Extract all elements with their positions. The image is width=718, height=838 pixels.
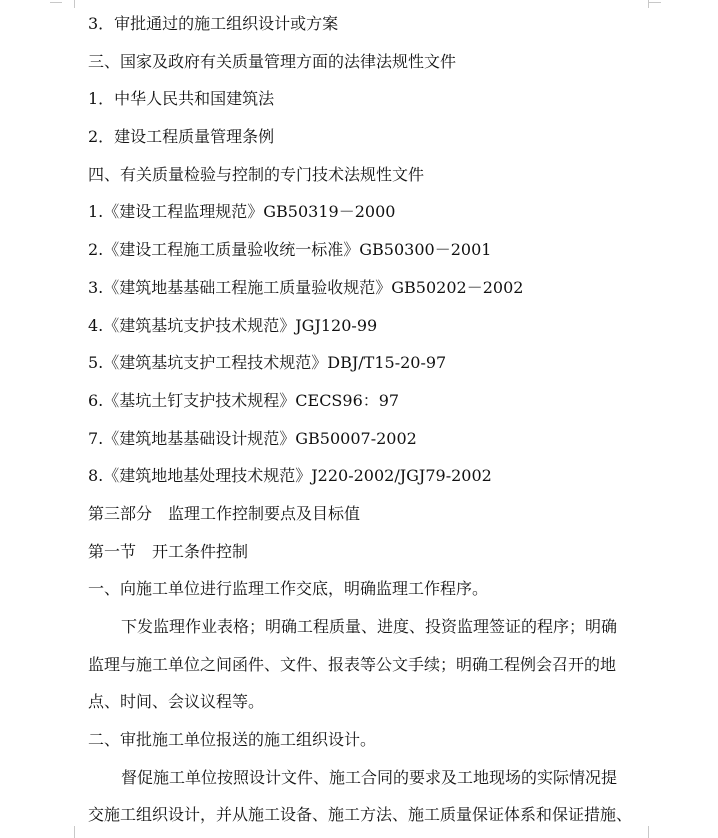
- crop-mark-bottom-right: [648, 826, 661, 838]
- section-heading-technical-standards: 四、有关质量检验与控制的专门技术法规性文件: [88, 164, 425, 184]
- list-item-quality-regulation: 2．建设工程质量管理条例: [88, 127, 275, 147]
- standard-item-5: 5.《建筑基坑支护工程技术规范》DBJ/T15-20-97: [88, 353, 447, 373]
- crop-mark-top-left: [62, 0, 75, 8]
- part-heading-control-points: 第三部分 监理工作控制要点及目标值: [88, 503, 361, 523]
- crop-mark-top-right-horizontal: [649, 2, 661, 3]
- standard-item-4: 4.《建筑基坑支护技术规范》JGJ120-99: [88, 315, 378, 335]
- crop-mark-bottom-left: [62, 826, 75, 838]
- list-item-construction-law: 1．中华人民共和国建筑法: [88, 89, 275, 109]
- crop-mark-top-left-horizontal: [50, 2, 62, 3]
- standard-item-2: 2.《建设工程施工质量验收统一标准》GB50300－2001: [88, 240, 492, 260]
- section-heading-quality-laws: 三、国家及政府有关质量管理方面的法律法规性文件: [88, 51, 457, 71]
- section-heading-start-conditions: 第一节 开工条件控制: [88, 541, 249, 561]
- document-body: [88, 5, 648, 834]
- paragraph-line: 点、时间、会议议程等。: [88, 692, 265, 712]
- standard-item-6: 6.《基坑土钉支护技术规程》CECS96：97: [88, 390, 400, 410]
- subsection-heading-supervision-briefing: 一、向施工单位进行监理工作交底，明确监理工作程序。: [88, 579, 489, 599]
- subsection-heading-organization-design-review: 二、审批施工单位报送的施工组织设计。: [88, 730, 377, 750]
- standard-item-7: 7.《建筑地基基础设计规范》GB50007-2002: [88, 428, 417, 448]
- paragraph-line: 监理与施工单位之间函件、文件、报表等公文手续；明确工程例会召开的地: [88, 654, 617, 674]
- paragraph-line: 督促施工单位按照设计文件、施工合同的要求及工地现场的实际情况提: [121, 767, 618, 787]
- standard-item-3: 3.《建筑地基基础工程施工质量验收规范》GB50202－2002: [88, 277, 524, 297]
- list-item-approved-organization-design: 3．审批通过的施工组织设计或方案: [88, 14, 339, 33]
- standard-item-1: 1.《建设工程监理规范》GB50319－2000: [88, 202, 396, 222]
- standard-item-8: 8.《建筑地地基处理技术规范》J220-2002/JGJ79-2002: [88, 466, 492, 486]
- paragraph-line: 交施工组织设计，并从施工设备、施工方法、施工质量保证体系和保证措施、: [88, 805, 633, 825]
- paragraph-line: 下发监理作业表格；明确工程质量、进度、投资监理签证的程序；明确: [121, 617, 618, 636]
